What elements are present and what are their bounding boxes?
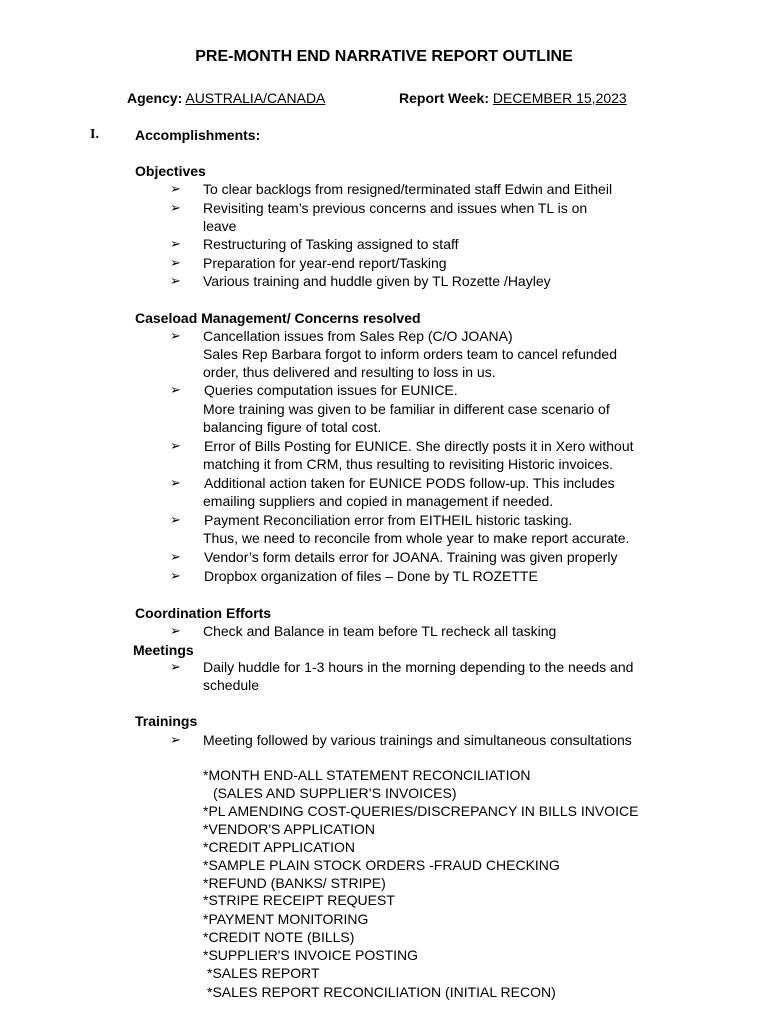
arrow-bullet-icon: ➢: [170, 568, 181, 583]
arrow-bullet-icon: ➢: [170, 255, 181, 270]
caseload-item: Payment Reconciliation error from EITHEIL historic tasking.: [204, 512, 573, 528]
training-topic: *SAMPLE PLAIN STOCK ORDERS -FRAUD CHECKING: [203, 857, 560, 873]
training-topic: *MONTH END-ALL STATEMENT RECONCILIATION: [203, 767, 531, 783]
objective-item: Restructuring of Tasking assigned to staff: [203, 236, 459, 252]
training-topic: *VENDOR'S APPLICATION: [203, 821, 376, 837]
caseload-item: Additional action taken for EUNICE PODS follow-up. This includes: [204, 475, 615, 491]
caseload-item: Queries computation issues for EUNICE.: [204, 382, 458, 398]
coordination-item: Check and Balance in team before TL recheck all tasking: [203, 623, 557, 639]
objective-item: Preparation for year-end report/Tasking: [203, 255, 447, 271]
caseload-item-detail: matching it from CRM, thus resulting to revisiting Historic invoices.: [203, 456, 614, 472]
arrow-bullet-icon: ➢: [170, 438, 181, 453]
objective-item-continued: leave: [203, 218, 237, 234]
training-topic: *REFUND (BANKS/ STRIPE): [203, 875, 386, 891]
caseload-item: Dropbox organization of files – Done by TL ROZETTE: [204, 568, 538, 584]
arrow-bullet-icon: ➢: [170, 236, 181, 251]
arrow-bullet-icon: ➢: [170, 549, 181, 564]
trainings-item: Meeting followed by various trainings and simultaneous consultations: [203, 732, 632, 748]
section-numeral: I.: [90, 127, 99, 142]
meetings-item: Daily huddle for 1-3 hours in the morning depending to the needs and: [203, 659, 634, 675]
training-topic: *SALES REPORT RECONCILIATION (INITIAL RECON): [207, 984, 556, 1000]
training-topic: *CREDIT APPLICATION: [203, 839, 355, 855]
agency-value: AUSTRALIA/CANADA: [185, 90, 326, 106]
caseload-item-detail: balancing figure of total cost.: [203, 419, 382, 435]
training-topic: *SUPPLIER'S INVOICE POSTING: [203, 947, 419, 963]
arrow-bullet-icon: ➢: [170, 328, 181, 343]
arrow-bullet-icon: ➢: [170, 732, 181, 747]
training-topic: *SALES REPORT: [207, 965, 320, 981]
agency-label: Agency:: [127, 90, 183, 106]
arrow-bullet-icon: ➢: [170, 200, 181, 215]
caseload-item-detail: Thus, we need to reconcile from whole year to make report accurate.: [203, 530, 630, 546]
report-week-line: [399, 89, 627, 107]
agency-line: [127, 89, 325, 107]
report-week-label: Report Week:: [399, 90, 489, 106]
arrow-bullet-icon: ➢: [170, 181, 181, 196]
report-week-value: DECEMBER 15,2023: [492, 90, 627, 106]
objectives-heading: Objectives: [135, 163, 206, 179]
arrow-bullet-icon: ➢: [170, 623, 181, 638]
section-title: Accomplishments:: [135, 127, 261, 143]
trainings-heading: Trainings: [135, 713, 198, 729]
caseload-item: Cancellation issues from Sales Rep (C/O JOANA): [203, 328, 513, 344]
caseload-item: Vendor’s form details error for JOANA. Training was given properly: [204, 549, 618, 565]
arrow-bullet-icon: ➢: [170, 475, 181, 490]
arrow-bullet-icon: ➢: [170, 512, 181, 527]
arrow-bullet-icon: ➢: [170, 659, 181, 674]
caseload-item: Error of Bills Posting for EUNICE. She directly posts it in Xero without: [204, 438, 634, 454]
meetings-heading: Meetings: [133, 642, 194, 658]
objective-item: Various training and huddle given by TL Rozette /Hayley: [203, 273, 551, 289]
caseload-item-detail: emailing suppliers and copied in management if needed.: [203, 493, 554, 509]
arrow-bullet-icon: ➢: [170, 273, 181, 288]
objective-item: To clear backlogs from resigned/terminated staff Edwin and Eitheil: [203, 181, 613, 197]
arrow-bullet-icon: ➢: [170, 382, 181, 397]
page-title: PRE-MONTH END NARRATIVE REPORT OUTLINE: [195, 48, 573, 65]
coordination-heading: Coordination Efforts: [135, 605, 272, 621]
training-topic: *PAYMENT MONITORING: [203, 911, 369, 927]
training-topic: *PL AMENDING COST-QUERIES/DISCREPANCY IN BILLS INVOICE: [203, 803, 639, 819]
meetings-item-continued: schedule: [203, 677, 260, 693]
caseload-item-detail: More training was given to be familiar in different case scenario of: [203, 401, 610, 417]
training-topic: *STRIPE RECEIPT REQUEST: [203, 892, 395, 908]
training-topic-detail: (SALES AND SUPPLIER’S INVOICES): [213, 785, 457, 801]
caseload-item-detail: order, thus delivered and resulting to loss in us.: [203, 364, 496, 380]
objective-item: Revisiting team’s previous concerns and issues when TL is on: [203, 200, 588, 216]
caseload-item-detail: Sales Rep Barbara forgot to inform orders team to cancel refunded: [203, 346, 617, 362]
caseload-heading: Caseload Management/ Concerns resolved: [135, 310, 421, 326]
training-topic: *CREDIT NOTE (BILLS): [203, 929, 355, 945]
